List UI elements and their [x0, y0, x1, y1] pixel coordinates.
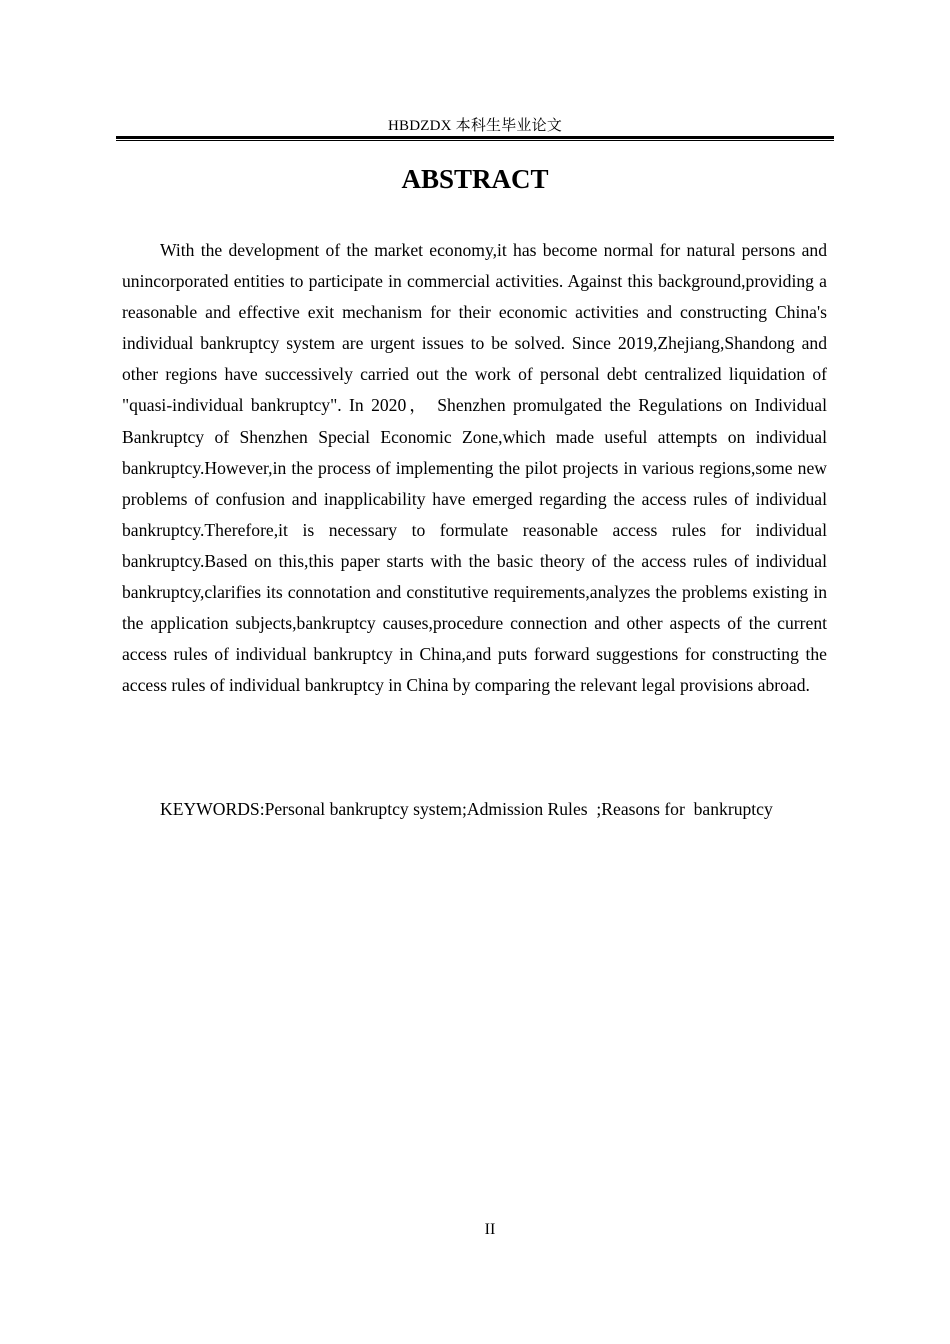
page-number: II	[484, 1221, 496, 1238]
header-rule-thick	[116, 136, 834, 139]
running-header: HBDZDX 本科生毕业论文	[387, 118, 563, 134]
abstract-title: ABSTRACT	[401, 164, 549, 194]
keywords-line: KEYWORDS:Personal bankruptcy system;Admission Rules ;Reasons for bankruptcy	[160, 799, 773, 819]
header-rule-thin	[116, 140, 834, 141]
abstract-body: With the development of the market economy,it has become normal for natural persons and unincorporated entities to participate in commercial activities. Against this background,providing a reasonable and effective exit mechanism for their economic activities and constructing China's individual bankruptcy system are urgent issues to be solved. Since 2019,Zhejiang,Shandong and other regions have successively carried out the work of personal debt centralized liquidation of "quasi-individual bankruptcy". In 2020， Shenzhen promulgated the Regulations on Individual Bankruptcy of Shenzhen Special Economic Zone,which made useful attempts on individual bankruptcy.However,in the process of implementing the pilot projects in various regions,some new problems of confusion and inapplicability have emerged regarding the access rules of individual bankruptcy.Therefore,it is necessary to formulate reasonable access rules for individual bankruptcy.Based on this,this paper starts with the basic theory of the access rules of individual bankruptcy,clarifies its connotation and constitutive requirements,analyzes the problems existing in the application subjects,bankruptcy causes,procedure connection and other aspects of the current access rules of individual bankruptcy in China,and puts forward suggestions for constructing the access rules of individual bankruptcy in China by comparing the relevant legal provisions abroad.	[122, 240, 827, 696]
